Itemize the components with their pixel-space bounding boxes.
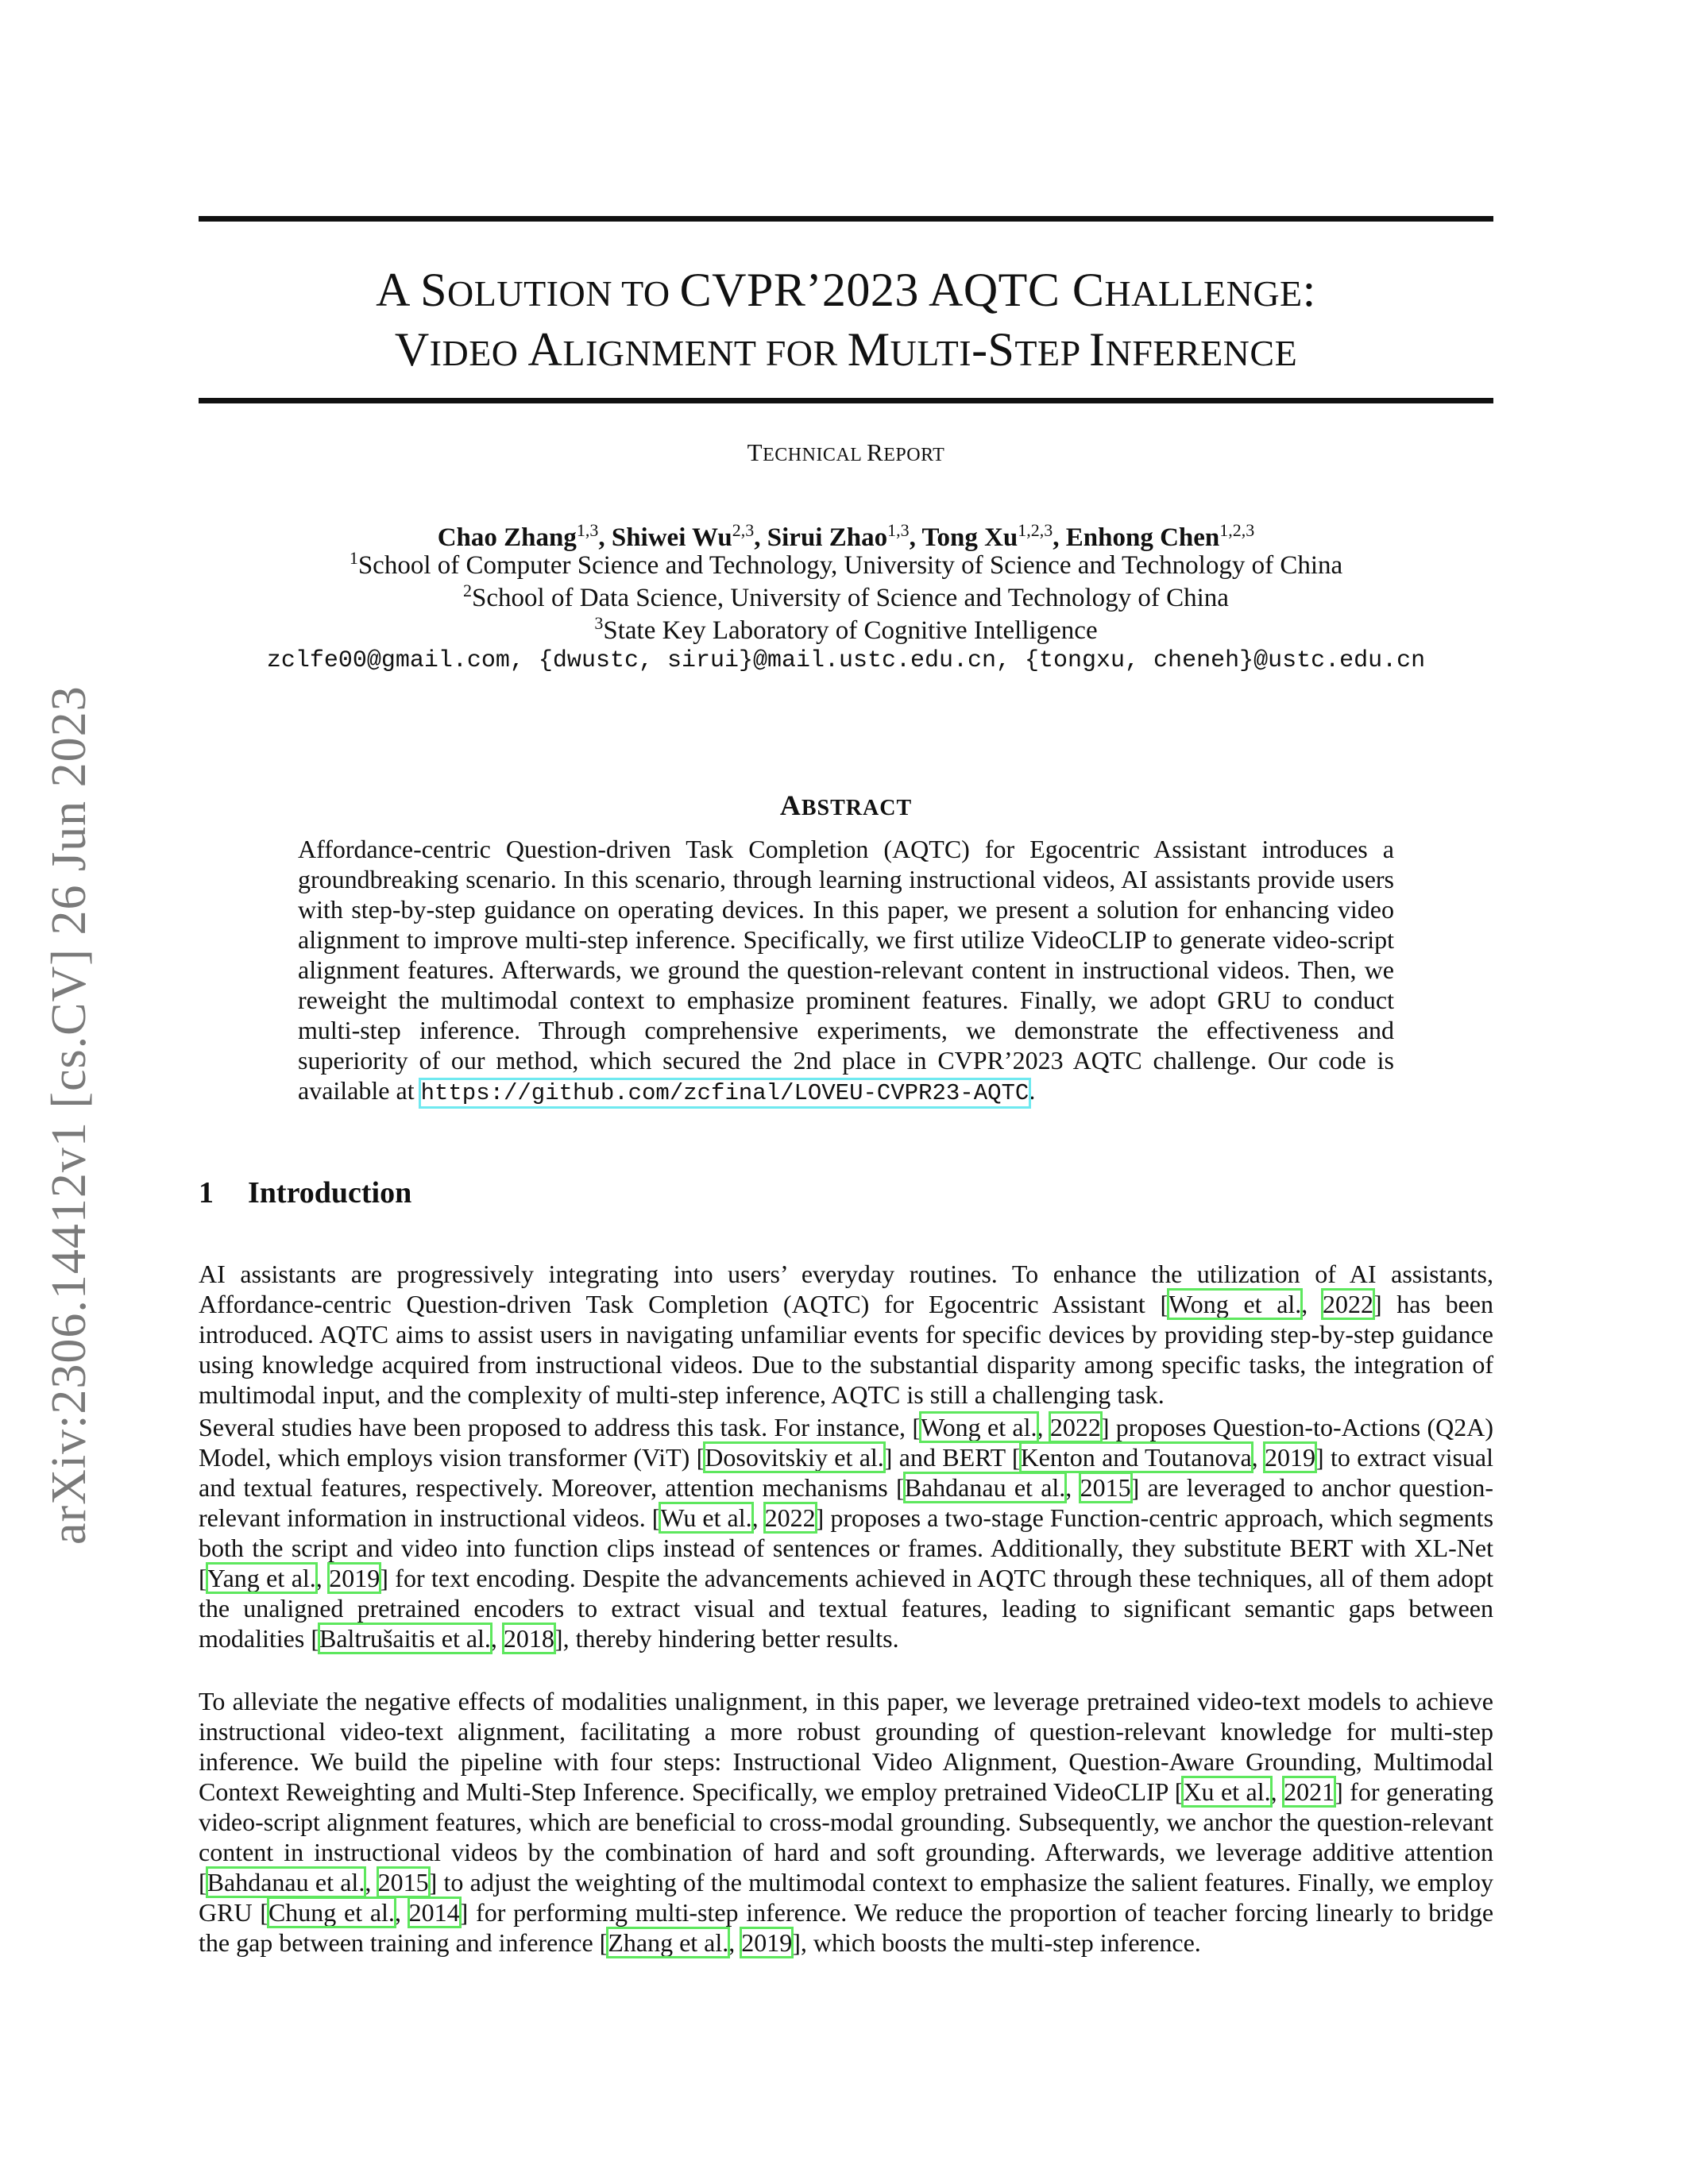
paragraph-text: Several studies have been proposed to address this task. For instance, [	[199, 1413, 921, 1441]
citation-link[interactable]: Bahdanau et al.	[904, 1473, 1066, 1502]
paragraph-text: To alleviate the negative effects of modalities unalignment, in this paper, we leverage pretrained video-text models to achieve instructional video-text alignment, facilitating a more robust grounding of question-relevant knowledge for multi-step inference. We build the pipeline with four steps: Instructional Video Alignment, Question-Aware Grounding, Multimodal Context Reweighting and Multi-Step Inference. Specifically, we employ pretrained VideoCLIP [	[199, 1687, 1493, 1806]
paragraph-text: ,	[751, 1503, 765, 1532]
paragraph-text: ] for performing multi-step inference. We reduce the proportion of teacher forcing linearly to bridge the gap between training and inference [	[199, 1898, 1494, 1957]
title-run: LIGNMENT FOR	[562, 333, 848, 373]
intro-paragraph-1	[199, 1259, 1493, 1410]
paragraph-text: ,	[1065, 1473, 1080, 1502]
paragraph-text: ,	[1251, 1443, 1265, 1472]
paper-title	[199, 262, 1493, 381]
citation-link[interactable]: 2015	[377, 1868, 429, 1897]
title-run: M	[847, 323, 890, 376]
paragraph-text: ] has been introduced. AQTC aims to assist users in navigating unfamiliar events for specific devices by providing step-by-step guidance using knowledge acquired from instructional videos. Due to the substantial disparity among specific tasks, the integration of multimodal input, and the complexity of multi-step inference, AQTC is still a challenging task.	[199, 1290, 1494, 1409]
citation-link[interactable]: Yang et al.	[207, 1564, 316, 1592]
arxiv-identifier: arXiv:2306.14412v1 [cs.CV] 26 Jun 2023	[42, 685, 96, 1545]
citation-link[interactable]: 2018	[503, 1624, 554, 1653]
paragraph-text: ,	[1037, 1413, 1050, 1441]
citation-link[interactable]: Wong et al.	[1168, 1290, 1302, 1318]
author-emails: zclfe00@gmail.com, {dwustc, sirui}@mail.ustc.edu.cn, {tongxu, cheneh}@ustc.edu.cn	[266, 647, 1426, 674]
top-rule	[199, 216, 1493, 222]
citation-link[interactable]: Dosovitskiy et al.	[705, 1443, 884, 1472]
affiliation-1: $^1$School of Computer Science and Technology, University of Science and Technology of China	[349, 548, 1343, 580]
title-run: I	[1089, 323, 1106, 376]
paragraph-text: ] to extract visual and textual features, respectively. Moreover, attention mechanisms [	[199, 1443, 1493, 1502]
citation-link[interactable]: 2022	[1049, 1413, 1101, 1441]
paragraph-text: ] proposes Question-to-Actions (Q2A) Model, which employs vision transformer (ViT) [	[199, 1413, 1494, 1472]
paragraph-text: ,	[1270, 1777, 1284, 1806]
affiliation-2: $^2$School of Data Science, University of Science and Technology of China	[463, 581, 1229, 612]
title-line-2	[199, 322, 1493, 381]
affiliation-3: $^3$State Key Laboratory of Cognitive Intelligence	[594, 613, 1098, 645]
paragraph-text: ] for text encoding. Despite the advancements achieved in AQTC through these techniques, all of them adopt the unaligned pretrained encoders to extract visual and textual features, leading to significant semantic gaps between modalities [	[199, 1564, 1494, 1653]
paragraph-text: ] for generating video-script alignment features, which are beneficial to cross-modal grounding. Subsequently, we anchor the question-relevant content in instructional videos by the combination of hard and soft grounding. Afterwards, we leverage additive attention [	[199, 1777, 1494, 1897]
title-run: NFERENCE	[1105, 333, 1298, 373]
paragraph-text: ,	[365, 1868, 378, 1897]
author-name: Chao Zhang	[437, 523, 577, 552]
citation-link[interactable]: Kenton and Toutanova	[1020, 1443, 1252, 1472]
paragraph-text: ,	[1301, 1290, 1323, 1318]
paragraph-text: ] proposes a two-stage Function-centric approach, which segments both the script and video into function clips instead of sentences or frames. Additionally, they substitute BERT with XL-Net [	[199, 1503, 1494, 1592]
title-run: V	[394, 323, 430, 376]
citation-link[interactable]: 2015	[1080, 1473, 1131, 1502]
paragraph-text: ,	[728, 1928, 742, 1957]
citation-link[interactable]: Baltrušaitis et al.	[319, 1624, 491, 1653]
author-name: Shiwei Wu	[611, 523, 732, 552]
author-name: Enhong Chen	[1065, 523, 1220, 552]
title-run: TEP	[1014, 333, 1089, 373]
abstract-body: Affordance-centric Question-driven Task Completion (AQTC) for Egocentric Assistant introduces a groundbreaking scenario. In this scenario, through learning instructional videos, AI assistants provide users with step-by-step guidance on operating devices. In this paper, we present a solution for enhancing video alignment to improve multi-step inference. Specifically, we first utilize VideoCLIP to generate video-script alignment features. Afterwards, we ground the question-relevant content in instructional videos. Then, we reweight the multimodal context to emphasize prominent features. Finally, we adopt GRU to conduct multi-step inference. Through comprehensive experiments, we demonstrate the effectiveness and superiority of our method, which secured the 2nd place in CVPR’2023 AQTC challenge. Our code is available at https://github.com/zcfinal/LOVEU-CVPR23-AQTC.	[298, 835, 1394, 1106]
citation-link[interactable]: Chung et al.	[268, 1898, 395, 1927]
citation-link[interactable]: Xu et al.	[1183, 1777, 1271, 1806]
title-run: CVPR’2023 AQTC C	[679, 264, 1105, 316]
intro-paragraph-2	[199, 1412, 1493, 1653]
citation-link[interactable]: 2014	[408, 1898, 460, 1927]
citation-link[interactable]: Wu et al.	[660, 1503, 752, 1532]
author-affiliation-marker: 1,2,3	[1219, 520, 1255, 540]
paragraph-text: ], thereby hindering better results.	[554, 1624, 899, 1653]
title-run: A S	[376, 264, 448, 316]
title-run: OLUTION TO	[447, 273, 680, 314]
paragraph-text: ] to adjust the weighting of the multimodal context to emphasize the salient features. Finally, we employ GRU [	[199, 1868, 1494, 1927]
author-name: Tong Xu	[921, 523, 1018, 552]
paragraph-text: ,	[315, 1564, 330, 1592]
report-label: TECHNICAL REPORT	[747, 438, 945, 466]
citation-link[interactable]: 2019	[741, 1928, 793, 1957]
paragraph-text: AI assistants are progressively integrating into users’ everyday routines. To enhance the utilization of AI assistants, Affordance-centric Question-driven Task Completion (AQTC) for Egocentric Assistant [	[199, 1260, 1493, 1318]
title-run: IDEO	[429, 333, 528, 373]
paragraph-text: ,	[394, 1898, 409, 1927]
title-run: ULTI	[890, 333, 972, 373]
title-run: HALLENGE	[1104, 273, 1303, 314]
author-affiliation-marker: 1,3	[576, 520, 599, 540]
citation-link[interactable]: Wong et al.	[921, 1413, 1037, 1441]
paragraph-text: ], which boosts the multi-step inference.	[792, 1928, 1201, 1957]
section-heading: 1 Introduction	[199, 1176, 412, 1210]
intro-paragraph-3	[199, 1686, 1493, 1958]
title-line-1	[199, 262, 1493, 322]
bottom-rule	[199, 398, 1493, 403]
citation-link[interactable]: 2019	[329, 1564, 380, 1592]
title-run: A	[527, 323, 563, 376]
abstract-heading: ABSTRACT	[779, 789, 913, 821]
author-affiliation-marker: 1,2,3	[1018, 520, 1053, 540]
citation-link[interactable]: Bahdanau et al.	[207, 1868, 365, 1897]
citation-link[interactable]: 2019	[1264, 1443, 1315, 1472]
author-affiliation-marker: 2,3	[732, 520, 755, 540]
author-name: Sirui Zhao	[767, 523, 888, 552]
citation-link[interactable]: Zhang et al.	[608, 1928, 729, 1957]
citation-link[interactable]: 2021	[1284, 1777, 1335, 1806]
title-run: -S	[971, 323, 1015, 376]
citation-link[interactable]: 2022	[1322, 1290, 1373, 1318]
author-list: Chao Zhang$^{1,3}$, Shiwei Wu$^{2,3}$, Sirui Zhao$^{1,3}$, Tong Xu$^{1,2,3}$, Enhong Chen$^{1,2,3}$	[437, 520, 1255, 552]
citation-link[interactable]: 2022	[764, 1503, 816, 1532]
paragraph-text: ] are leveraged to anchor question-relevant information in instructional videos. [	[199, 1473, 1494, 1532]
paragraph-text: ] and BERT [	[883, 1443, 1021, 1472]
author-affiliation-marker: 1,3	[887, 520, 910, 540]
code-url-link[interactable]: https://github.com/zcfinal/LOVEU-CVPR23-AQTC	[420, 1080, 1029, 1106]
paragraph-text: ,	[490, 1624, 504, 1653]
title-run: :	[1302, 264, 1316, 316]
